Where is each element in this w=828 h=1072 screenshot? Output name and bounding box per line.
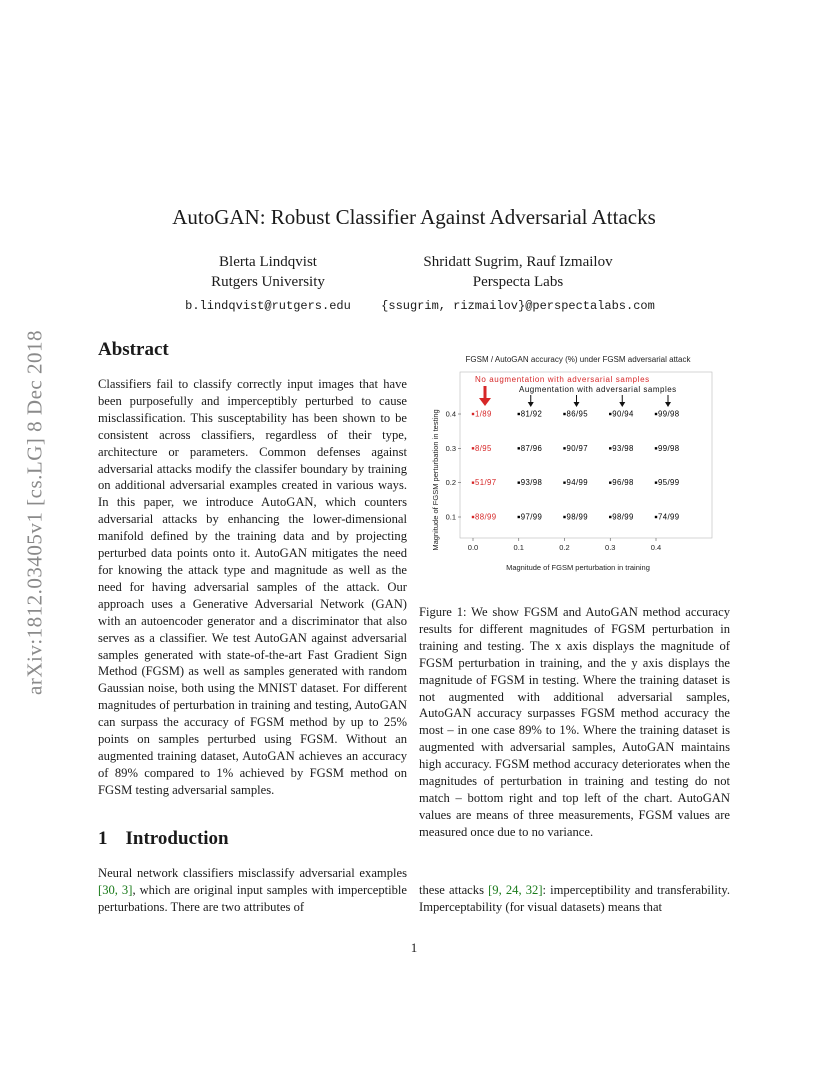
data-label: 97/99 [520, 512, 543, 522]
y-tick-label: 0.2 [445, 478, 456, 488]
chart-title: FGSM / AutoGAN accuracy (%) under FGSM adversarial attack [465, 355, 691, 364]
x-tick-label: 0.0 [467, 543, 479, 552]
data-label: 99/98 [658, 409, 680, 419]
intro-text-segment: : imperceptibility and transferability. Imperceptability (for visual datasets) means that [419, 883, 730, 914]
annotation-no-augmentation: No augmentation with adversarial samples [475, 375, 650, 384]
black-arrow-head [619, 402, 625, 407]
black-arrow-head [665, 402, 671, 407]
x-tick-label: 0.3 [605, 543, 616, 552]
section-number: 1 [98, 828, 108, 849]
data-point-marker [472, 481, 474, 483]
black-arrow-head [528, 402, 534, 407]
author-name: Blerta Lindqvist [219, 254, 317, 270]
intro-text-right [419, 882, 730, 916]
data-label: 98/99 [612, 512, 634, 522]
figure-caption: Figure 1: We show FGSM and AutoGAN method accuracy results for different magnitudes of FGSM perturbation in training and testing. The x axis displays the magnitude of FGSM perturbation in training, and the y axis displays the magnitude of FGSM in testing. Where the training dataset is not augmented with additional adversarial samples, AutoGAN accuracy surpasses FGSM method accuracy the most – in one case 89% to 1%. Where the training dataset is augmented with adversarial samples, AutoGAN maintains high accuracy. FGSM method accuracy deteriorates when the magnitudes of perturbation in training and testing do not match – bottom right and top left of the chart. AutoGAN values are means of three measurements, FGSM values are measured once due to no variance. [419, 605, 730, 839]
data-point-marker [518, 447, 520, 449]
author-affiliation: Rutgers University [211, 274, 325, 290]
citation-link[interactable]: [9, 24, 32] [488, 883, 543, 897]
data-point-marker [609, 516, 611, 518]
y-tick-label: 0.3 [445, 443, 456, 453]
data-label: 86/95 [566, 409, 589, 419]
section-title: Introduction [125, 828, 229, 849]
data-label: 99/98 [658, 443, 680, 453]
intro-text-segment: , which are original input samples with imperceptible perturbations. There are two attributes of [98, 882, 407, 914]
author-email[interactable]: {ssugrim, rizmailov}@perspectalabs.com [381, 299, 655, 313]
data-label: 98/99 [566, 512, 589, 522]
data-label: 88/99 [475, 512, 497, 522]
intro-text-segment: Neural network classifiers misclassify adversarial examples [98, 866, 407, 880]
data-label: 95/99 [658, 478, 680, 488]
paper-title: AutoGAN: Robust Classifier Against Adversarial Attacks [172, 205, 656, 229]
data-label: 96/98 [612, 478, 634, 488]
data-points [472, 410, 680, 522]
data-label: 93/98 [612, 443, 634, 453]
author-block-1 [148, 252, 388, 316]
data-point-marker [609, 447, 611, 449]
data-point-marker [472, 447, 474, 449]
author-affiliation: Perspecta Labs [472, 274, 564, 290]
x-axis-label: Magnitude of FGSM perturbation in training [506, 563, 650, 572]
data-point-marker [518, 516, 520, 518]
data-label: 90/97 [566, 443, 589, 453]
data-point-marker [655, 447, 657, 449]
data-label: 93/98 [520, 478, 543, 488]
y-axis-label: Magnitude of FGSM perturbation in testing [431, 409, 440, 551]
author-block-2 [368, 252, 668, 316]
x-tick-label: 0.4 [650, 543, 662, 552]
y-tick-label: 0.1 [445, 512, 456, 522]
data-label: 87/96 [520, 443, 543, 453]
intro-text-left [98, 865, 407, 916]
data-point-marker [609, 413, 611, 415]
data-point-marker [472, 413, 474, 415]
data-point-marker [563, 516, 565, 518]
author-name: Shridatt Sugrim, Rauf Izmailov [423, 254, 613, 270]
annotation-augmentation: Augmentation with adversarial samples [519, 385, 677, 394]
abstract-heading: Abstract [98, 339, 169, 360]
abstract-text: Classifiers fail to classify correctly input images that have been purposefully and imperceptibly perturbed to cause misclassification. This susceptability has been shown to be consistent across classifiers, regardless of their type, architecture or parameters. Common defenses against adversarial attacks modify the classifer boundary by training on additional adversarial examples created in various ways. In this paper, we introduce AutoGAN, which counters adversarial attacks by enhancing the lower-dimensional manifold defined by the training data and by projecting perturbed data points onto it. AutoGAN mitigates the need for knowing the attack type and magnitude as well as the need for having adversarial samples of the attack. Our approach uses a Generative Adversarial Network (GAN) with an autoencoder generator and a discriminator that also serves as a classifier. We test AutoGAN against adversarial samples generated with state-of-the-art Fast Gradient Sign Method (FGSM) as well as samples generated with random Gaussian noise, both using the MNIST dataset. For different magnitudes of perturbation in training and testing, AutoGAN can surpass the accuracy of FGSM method by up to 25% points on samples perturbed using FGSM. Without an augmented training dataset, AutoGAN achieves an accuracy of 89% compared to 1% achieved by FGSM method on FGSM testing adversarial samples. [98, 377, 407, 797]
page-number: 1 [410, 940, 418, 955]
x-tick-label: 0.2 [559, 543, 570, 552]
data-point-marker [518, 481, 520, 483]
y-tick-label: 0.4 [445, 409, 456, 419]
data-label: 74/99 [658, 512, 680, 522]
data-label: 51/97 [475, 478, 497, 488]
intro-text-segment: these attacks [419, 883, 489, 897]
data-label: 81/92 [520, 409, 543, 419]
accuracy-chart [425, 350, 725, 580]
data-point-marker [655, 481, 657, 483]
data-point-marker [609, 481, 611, 483]
x-tick-label: 0.1 [513, 543, 524, 552]
data-label: 94/99 [566, 478, 589, 488]
data-label: 90/94 [612, 409, 634, 419]
data-label: 8/95 [475, 443, 492, 453]
author-email[interactable]: b.lindqvist@rutgers.edu [185, 299, 351, 313]
arxiv-identifier: arXiv:1812.03405v1 [cs.LG] 8 Dec 2018 [22, 330, 47, 695]
data-point-marker [655, 413, 657, 415]
data-point-marker [655, 516, 657, 518]
citation-link[interactable]: [30, 3] [98, 882, 133, 897]
red-arrow-head [479, 398, 491, 406]
data-point-marker [563, 413, 565, 415]
black-arrow-head [574, 402, 580, 407]
data-point-marker [563, 481, 565, 483]
intro-heading [98, 828, 229, 850]
data-point-marker [472, 516, 474, 518]
data-point-marker [518, 413, 520, 415]
data-point-marker [563, 447, 565, 449]
data-label: 1/89 [475, 409, 492, 419]
